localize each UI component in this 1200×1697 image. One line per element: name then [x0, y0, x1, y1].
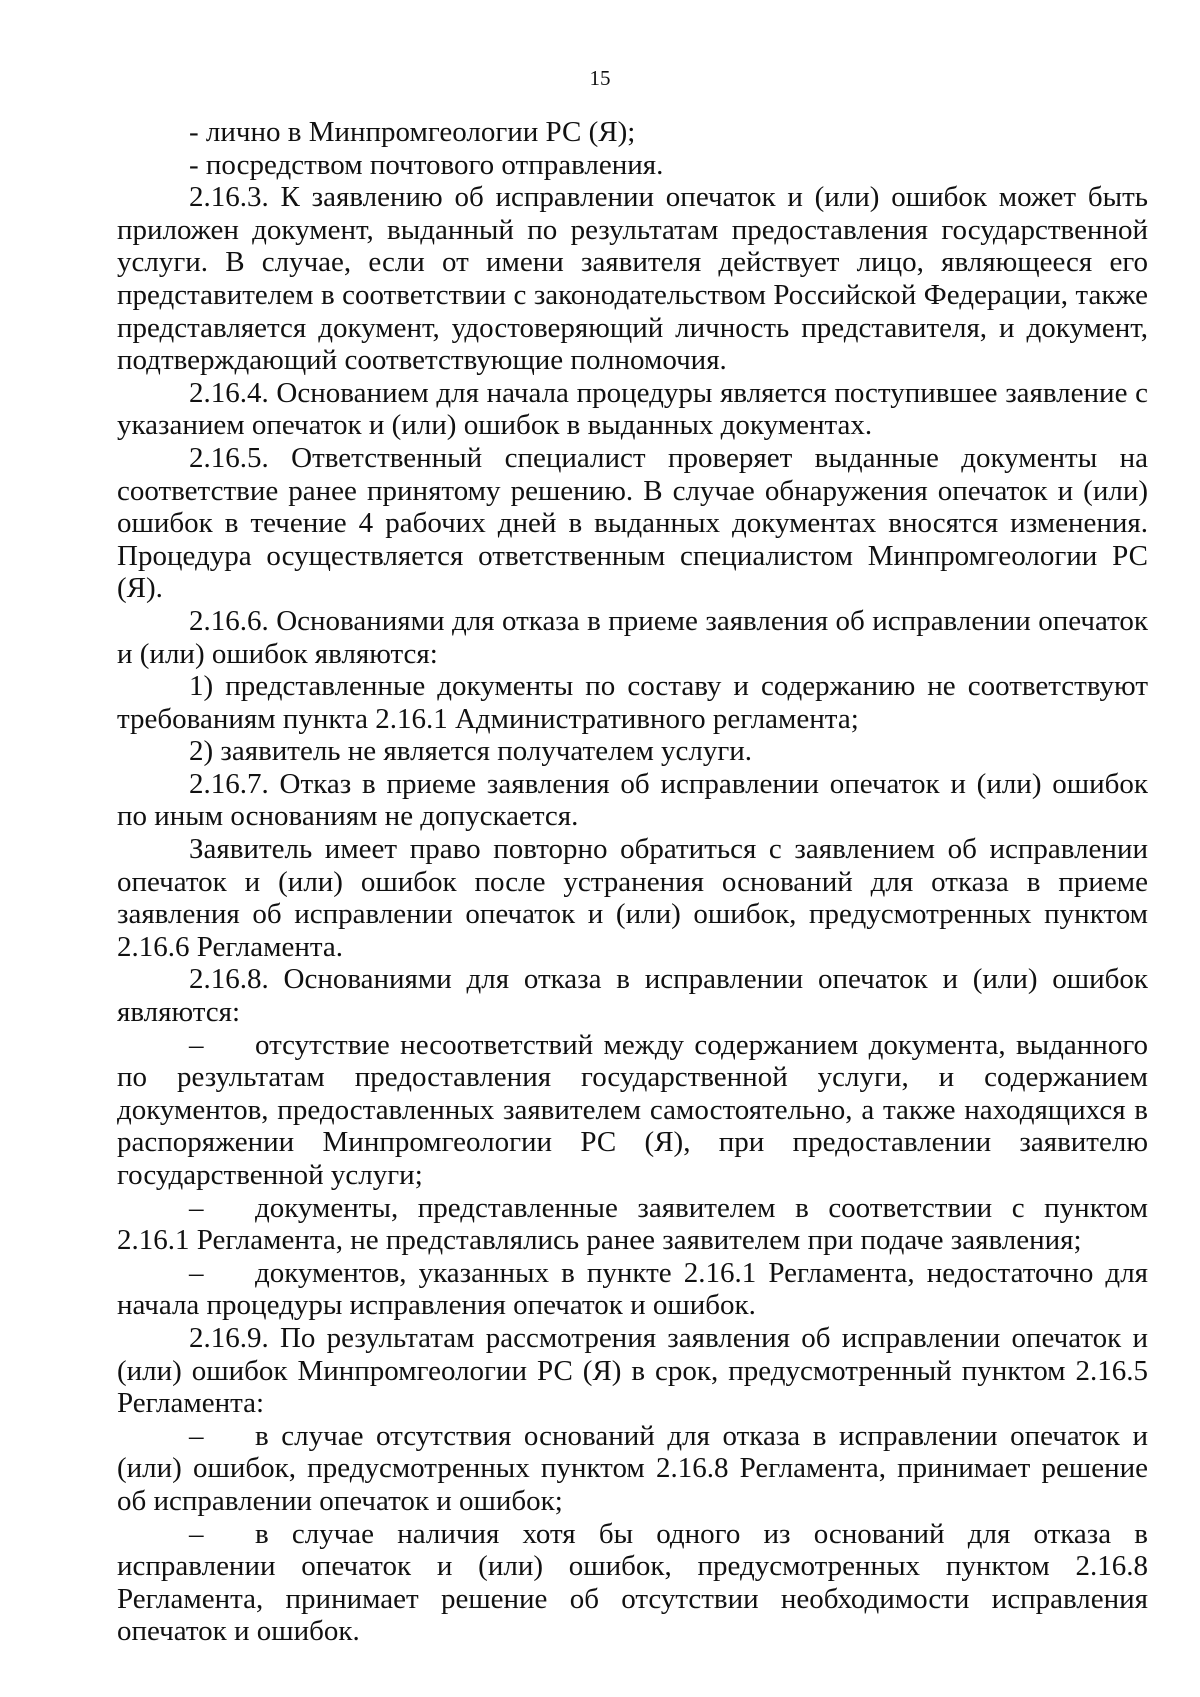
list-item-text: отсутствие несоответствий между содержанием документа, выданного по результатам предоставления государственной услуги, и содержанием документов, предоставленных заявителем самостоятельно, а также находящихся в распоряжении Минпромгеологии РС (Я), при предоставлении заявителю государственной услуги;	[117, 1028, 1148, 1191]
paragraph: 2.16.7. Отказ в приеме заявления об исправлении опечаток и (или) ошибок по иным основаниям не допускается.	[117, 767, 1148, 833]
paragraph: 1) представленные документы по составу и содержанию не соответствуют требованиям пункта 2.16.1 Административного регламента;	[117, 670, 1148, 735]
paragraph: 2.16.4. Основанием для начала процедуры является поступившее заявление с указанием опечаток и (или) ошибок в выданных документах.	[117, 376, 1148, 442]
paragraph: 2.16.9. По результатам рассмотрения заявления об исправлении опечаток и (или) ошибок Минпромгеологии РС (Я) в срок, предусмотренный пунктом 2.16.5 Регламента:	[117, 1321, 1148, 1420]
paragraph: - лично в Минпромгеологии РС (Я);	[189, 116, 636, 148]
dash-marker: –	[189, 1028, 204, 1061]
dash-list-item	[117, 1518, 1148, 1648]
dash-marker: –	[189, 1517, 204, 1550]
paragraph: Заявитель имеет право повторно обратиться с заявлением об исправлении опечаток и (или) ошибок после устранения оснований для отказа в приеме заявления об исправлении опечаток и (или) ошибок, предусмотренных пунктом 2.16.6 Регламента.	[117, 833, 1148, 963]
list-item-text: в случае наличия хотя бы одного из оснований для отказа в исправлении опечаток и (или) ошибок, предусмотренных пунктом 2.16.8 Регламента, принимает решение об отсутствии необходимости исправления опечаток и ошибок.	[117, 1517, 1148, 1648]
dash-list-item	[117, 1029, 1148, 1192]
paragraph: 2) заявитель не является получателем услуги.	[189, 735, 753, 768]
document-body	[117, 116, 1148, 1648]
paragraph: 2.16.3. К заявлению об исправлении опечаток и (или) ошибок может быть приложен документ, выданный по результатам предоставления государственной услуги. В случае, если от имени заявителя действует лицо, являющееся его представителем в соответствии с законодательством Российской Федерации, также представляется документ, удостоверяющий личность представителя, и документ, подтверждающий соответствующие полномочия.	[117, 181, 1148, 377]
dash-list-item	[117, 1420, 1148, 1518]
dash-marker: –	[189, 1191, 204, 1224]
dash-list-item	[117, 1257, 1148, 1322]
paragraph: - посредством почтового отправления.	[189, 148, 664, 181]
paragraph: 2.16.6. Основаниями для отказа в приеме заявления об исправлении опечаток и (или) ошибок являются:	[117, 604, 1148, 670]
list-item-text: в случае отсутствия оснований для отказа в исправлении опечаток и (или) ошибок, предусмотренных пунктом 2.16.8 Регламента, принимает решение об исправлении опечаток и ошибок;	[117, 1419, 1148, 1517]
paragraph: 2.16.8. Основаниями для отказа в исправлении опечаток и (или) ошибок являются:	[117, 963, 1148, 1029]
list-item-text: документов, указанных в пункте 2.16.1 Регламента, недостаточно для начала процедуры исправления опечаток и ошибок.	[117, 1256, 1148, 1322]
list-item-text: документы, представленные заявителем в соответствии с пунктом 2.16.1 Регламента, не представлялись ранее заявителем при подаче заявления;	[117, 1191, 1148, 1257]
dash-marker: –	[189, 1256, 204, 1289]
dash-marker: –	[189, 1419, 204, 1452]
paragraph: 2.16.5. Ответственный специалист проверяет выданные документы на соответствие ранее принятому решению. В случае обнаружения опечаток и (или) ошибок в течение 4 рабочих дней в выданных документах вносятся изменения. Процедура осуществляется ответственным специалистом Минпромгеологии РС (Я).	[117, 441, 1148, 605]
dash-list-item	[117, 1192, 1148, 1257]
page-number: 15	[589, 66, 611, 90]
